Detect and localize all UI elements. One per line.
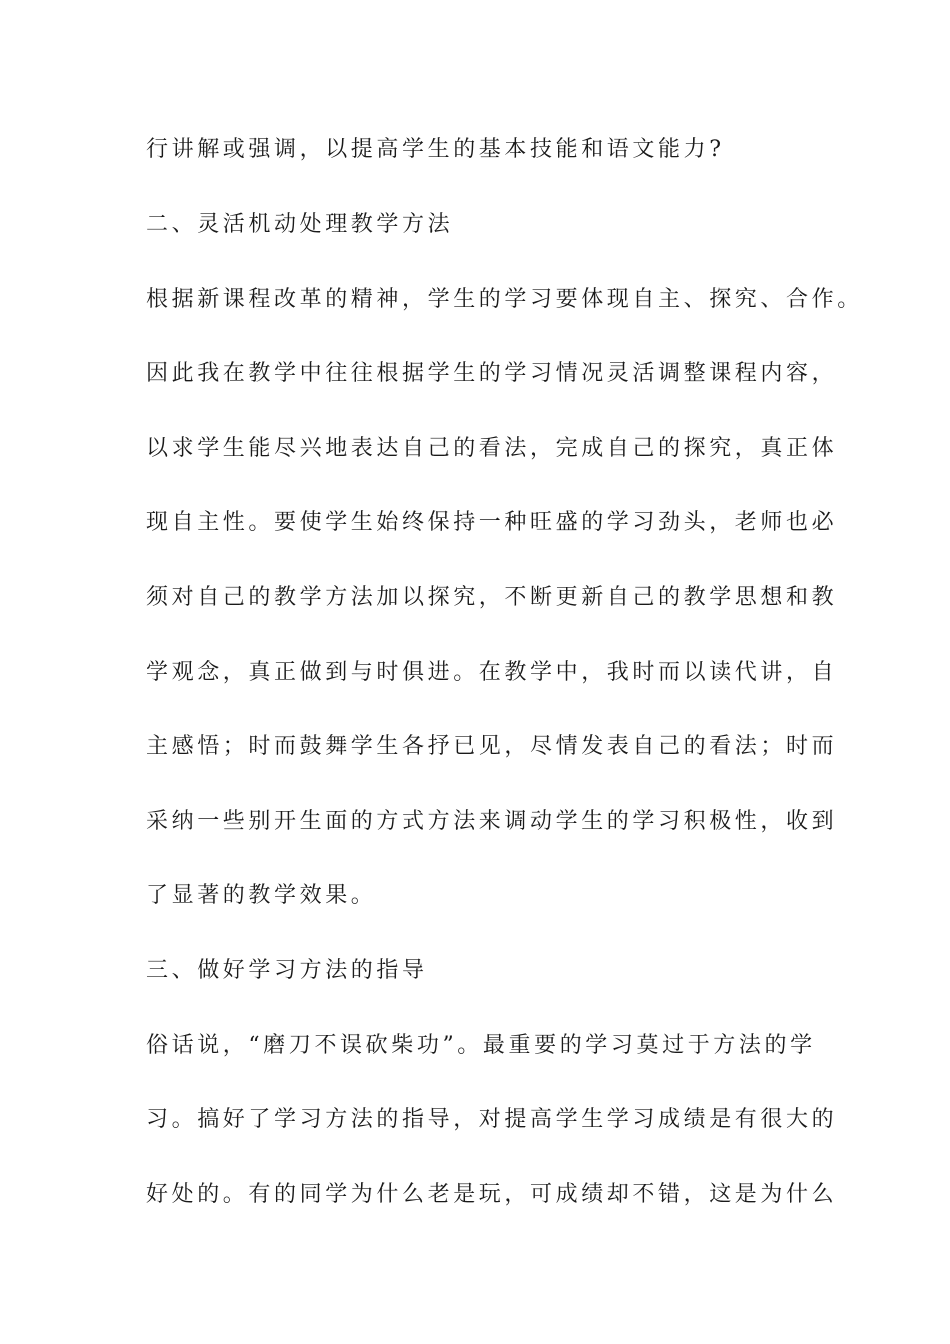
text-line: 行讲解或强调，以提高学生的基本技能和语文能力?: [146, 137, 725, 162]
text-line: 须对自己的教学方法加以探究，不断更新自己的教学思想和教: [146, 585, 838, 610]
text-line: 根据新课程改革的精神，学生的学习要体现自主、探究、合作。: [146, 287, 863, 312]
text-line: 俗话说，“磨刀不误砍柴功”。最重要的学习莫过于方法的学: [146, 1033, 816, 1058]
text-line: 好处的。有的同学为什么老是玩，可成绩却不错，这是为什么: [146, 1182, 838, 1207]
section-heading: 三、做好学习方法的指导: [146, 958, 428, 983]
section-heading: 二、灵活机动处理教学方法: [146, 212, 454, 237]
text-line: 习。搞好了学习方法的指导，对提高学生学习成绩是有很大的: [146, 1107, 838, 1132]
text-line: 采纳一些别开生面的方式方法来调动学生的学习积极性，收到: [146, 809, 838, 834]
text-line: 以求学生能尽兴地表达自己的看法，完成自己的探究，真正体: [146, 436, 838, 461]
text-line: 学观念，真正做到与时俱进。在教学中，我时而以读代讲，自: [146, 660, 838, 685]
text-line: 现自主性。要使学生始终保持一种旺盛的学习劲头，老师也必: [146, 510, 838, 535]
text-line: 主感悟；时而鼓舞学生各抒已见，尽情发表自己的看法；时而: [146, 734, 838, 759]
text-line: 因此我在教学中往往根据学生的学习情况灵活调整课程内容，: [146, 361, 838, 386]
text-line: 了显著的教学效果。: [146, 883, 377, 908]
